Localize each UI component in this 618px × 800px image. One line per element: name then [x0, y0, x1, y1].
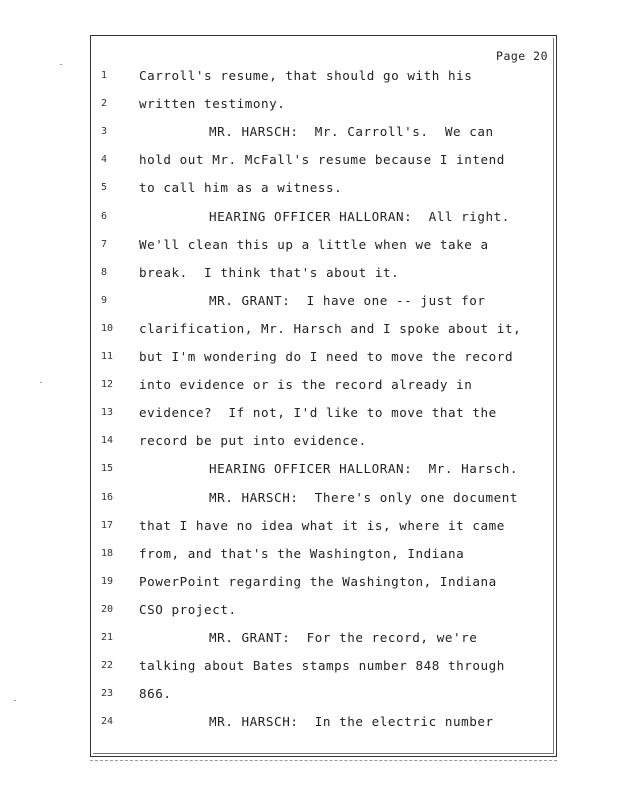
- line-text: MR. HARSCH: In the electric number: [209, 714, 494, 730]
- line-text: MR. HARSCH: Mr. Carroll's. We can: [209, 124, 494, 140]
- line-number: 10: [101, 322, 114, 334]
- line-number: 15: [101, 463, 114, 475]
- transcript-lines: [91, 36, 556, 756]
- transcript-line: [91, 684, 556, 704]
- transcript-line: [91, 712, 556, 732]
- line-text: but I'm wondering do I need to move the record: [139, 349, 514, 364]
- line-number: 19: [101, 575, 114, 587]
- transcript-line: [91, 516, 556, 536]
- line-number: 3: [101, 126, 108, 138]
- line-text: MR. HARSCH: There's only one document: [209, 489, 519, 505]
- transcript-line: [91, 291, 556, 311]
- line-number: 14: [101, 435, 114, 447]
- line-text: record be put into evidence.: [139, 433, 367, 449]
- transcript-line: [91, 656, 556, 676]
- line-text: into evidence or is the record already in: [139, 377, 473, 393]
- line-number: 23: [101, 688, 114, 700]
- transcript-line: [91, 403, 556, 423]
- line-text: CSO project.: [139, 601, 237, 617]
- transcript-line: [91, 459, 556, 479]
- line-number: 5: [101, 182, 108, 194]
- transcript-line: [91, 94, 556, 114]
- transcript-line: [91, 178, 556, 198]
- line-text: evidence? If not, I'd like to move that the: [139, 405, 497, 421]
- transcript-line: [91, 319, 556, 339]
- transcript-page: [90, 35, 557, 757]
- transcript-line: [91, 488, 556, 508]
- line-text: We'll clean this up a little when we take a: [139, 236, 489, 252]
- line-text: MR. GRANT: For the record, we're: [209, 630, 478, 645]
- line-text: HEARING OFFICER HALLORAN: All right.: [209, 208, 510, 224]
- page-number: Page 20: [496, 49, 548, 63]
- transcript-line: [91, 600, 556, 620]
- line-number: 7: [101, 238, 108, 250]
- transcript-line: [91, 375, 556, 395]
- line-text: written testimony.: [139, 96, 286, 112]
- line-number: 16: [101, 491, 114, 503]
- scan-speck: [40, 382, 42, 383]
- line-text: from, and that's the Washington, Indiana: [139, 545, 465, 561]
- line-number: 22: [101, 660, 114, 672]
- line-number: 2: [101, 98, 108, 110]
- line-text: clarification, Mr. Harsch and I spoke about it,: [139, 320, 522, 336]
- line-text: talking about Bates stamps number 848 through: [139, 658, 505, 674]
- bottom-rule: [90, 760, 557, 761]
- line-number: 13: [101, 407, 114, 419]
- line-text: MR. GRANT: I have one -- just for: [209, 292, 486, 308]
- line-number: 6: [101, 210, 108, 222]
- line-text: to call him as a witness.: [139, 180, 343, 196]
- line-number: 21: [101, 632, 114, 643]
- transcript-line: [91, 544, 556, 564]
- transcript-line: [91, 122, 556, 142]
- transcript-line: [91, 150, 556, 170]
- line-text: PowerPoint regarding the Washington, Indiana: [139, 573, 497, 589]
- transcript-line: [91, 207, 556, 227]
- line-text: Carroll's resume, that should go with his: [139, 68, 473, 83]
- scan-speck: [60, 64, 62, 65]
- transcript-line: [91, 431, 556, 451]
- transcript-line: [91, 66, 556, 86]
- transcript-line: [91, 347, 556, 367]
- line-number: 1: [101, 70, 108, 81]
- line-text: HEARING OFFICER HALLORAN: Mr. Harsch.: [209, 461, 519, 477]
- line-number: 24: [101, 716, 114, 728]
- transcript-line: [91, 263, 556, 283]
- transcript-line: [91, 628, 556, 648]
- transcript-line: [91, 235, 556, 255]
- line-number: 20: [101, 603, 114, 615]
- line-number: 17: [101, 519, 114, 531]
- line-number: 11: [101, 351, 114, 362]
- line-number: 8: [101, 266, 108, 278]
- line-number: 9: [101, 294, 108, 306]
- scan-speck: [14, 700, 16, 701]
- line-text: 866.: [139, 686, 172, 702]
- line-number: 18: [101, 547, 114, 559]
- line-text: break. I think that's about it.: [139, 264, 400, 280]
- line-number: 12: [101, 379, 114, 391]
- transcript-line: [91, 572, 556, 592]
- line-text: hold out Mr. McFall's resume because I intend: [139, 152, 505, 168]
- line-number: 4: [101, 154, 108, 166]
- line-text: that I have no idea what it is, where it came: [139, 517, 505, 533]
